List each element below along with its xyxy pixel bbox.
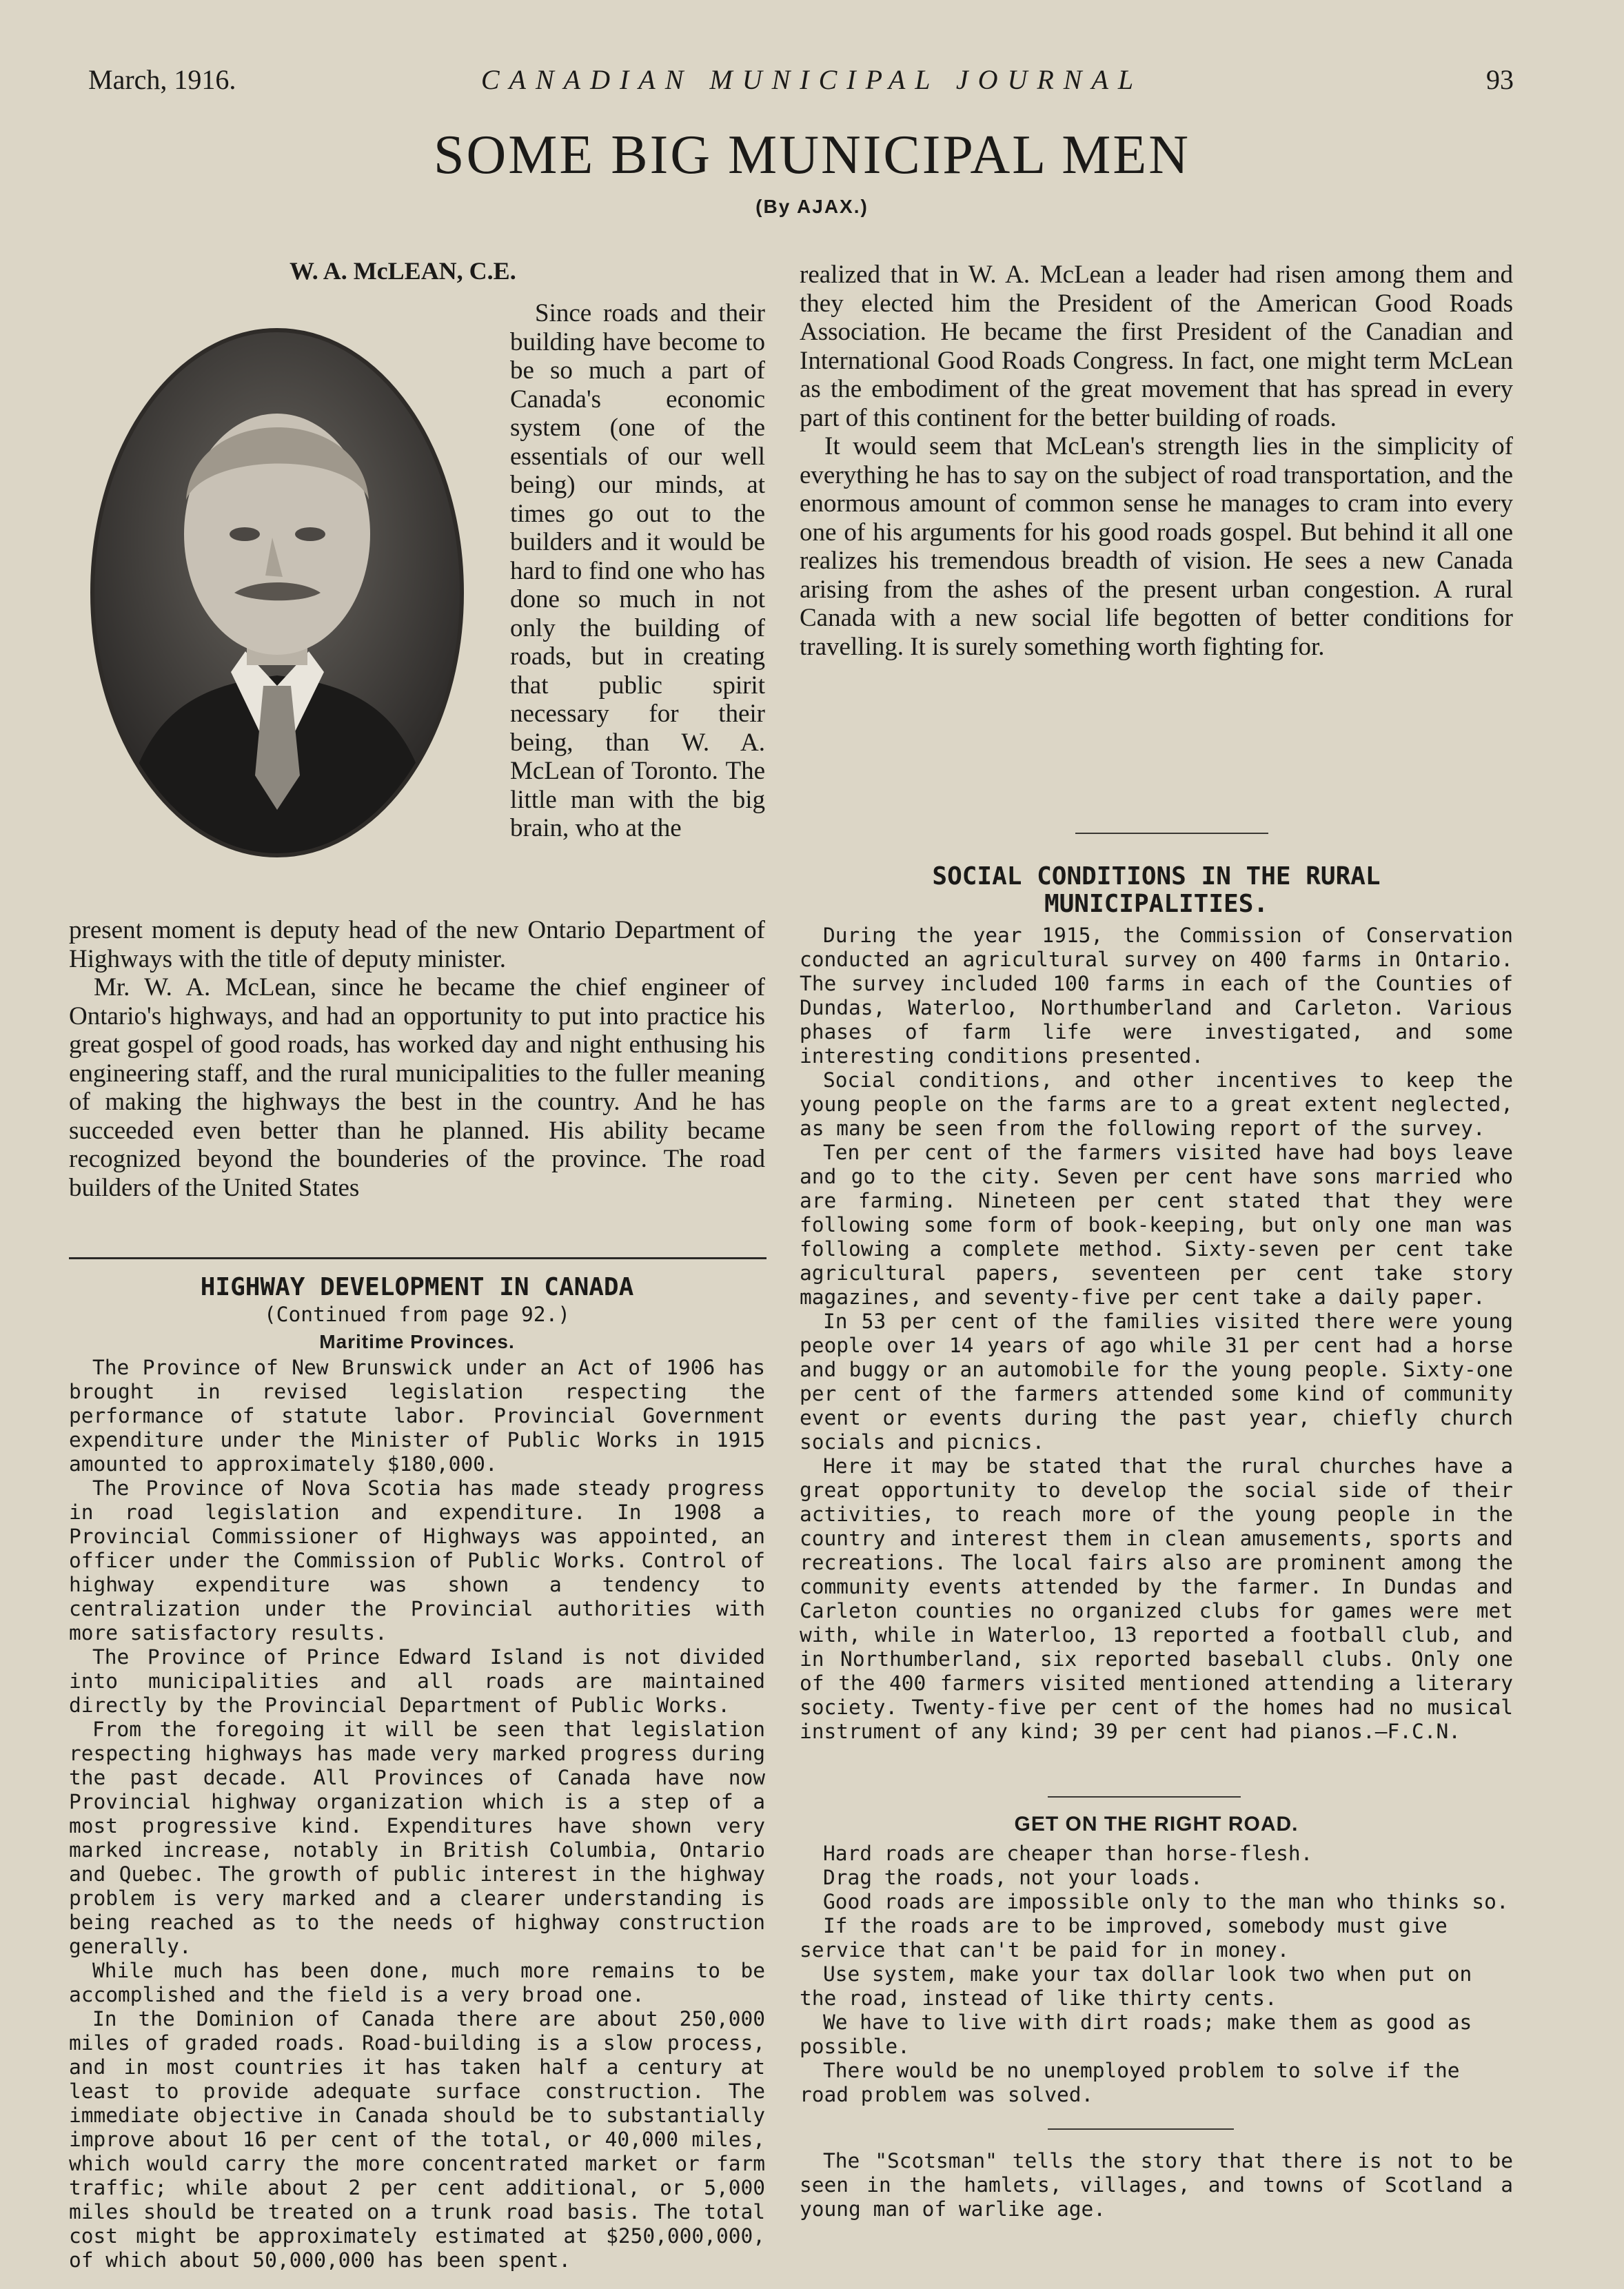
journal-name: CANADIAN MUNICIPAL JOURNAL	[480, 64, 1144, 95]
social-para: In 53 per cent of the families visited there were young people over 14 years of ago while 31 per cent had a horse and buggy or an automobile for the young people. Sixty-one per cent of the farmers attended some kind of community event or events during the past year, chiefly church socials and picnics.	[800, 1310, 1513, 1454]
para3: It would seem that McLean's strength lies in the simplicity of everything he has to say on the subject of road transportation, and the enormous amount of common sense he manages to cram into every one of his arguments for his good roads gospel. But behind it all one realizes his tremendous breadth of vision. He sees a new Canada arising from the ashes of the present urban congestion. A rural Canada with a new social life begotten of better conditions for travelling. It is surely something worth fighting for.	[800, 432, 1513, 661]
scotsman-section	[800, 2149, 1513, 2221]
highway-para: While much has been done, much more remains to be accomplished and the field is a very broad one.	[69, 1959, 765, 2006]
article-title: SOME BIG MUNICIPAL MEN	[434, 125, 1190, 185]
scotsman-text: The "Scotsman" tells the story that there is not to be seen in the hamlets, villages, and towns of Scotland a young man of warlike age.	[800, 2149, 1513, 2221]
social-title-line2: MUNICIPALITIES.	[1044, 890, 1269, 918]
roads-line: Drag the roads, not your loads.	[823, 1866, 1203, 1889]
roads-line: If the roads are to be improved, somebody must give service that can't be paid for in money.	[800, 1914, 1448, 1962]
issue-date: March, 1916.	[88, 64, 236, 95]
para2-cont: realized that in W. A. McLean a leader had risen among them and they elected him the President of the American Good Roads Association. He became the first President of the Canadian and International Good Roads Congress. In fact, one might term McLean as the embodiment of the great movement that has spread in every part of this continent for the better building of roads.	[800, 261, 1513, 432]
social-para: Social conditions, and other incentives to keep the young people on the farms are to a great extent neglected, as many be seen from the following report of the survey.	[800, 1068, 1513, 1140]
highway-subhead: Maritime Provinces.	[319, 1331, 515, 1352]
social-section	[800, 863, 1513, 1744]
highway-para: The Province of New Brunswick under an Act of 1906 has brought in revised legislation respecting the performance of statute labor. Provincial Government expenditure under the Minister of Public Works in 1915 amounted to approximately $180,000.	[69, 1356, 765, 1476]
roads-title: GET ON THE RIGHT ROAD.	[1014, 1813, 1299, 1835]
article-byline: (By AJAX.)	[755, 196, 869, 217]
para2: Mr. W. A. McLean, since he became the chief engineer of Ontario's highways, and had an opportunity to put into practice his great gospel of good roads, has worked day and night enthusing his engineering staff, and the rural municipalities to the fuller meaning of making the highways the best in the country. And he has succeeded even better than he planned. His ability became recognized beyond the bounderies of the province. The road builders of the United States	[69, 973, 765, 1202]
mclean-portrait	[90, 327, 465, 858]
para1-rest: present moment is deputy head of the new Ontario Department of Highways with the title of deputy minister.	[69, 916, 765, 973]
roads-line: Hard roads are cheaper than horse-flesh.	[823, 1842, 1313, 1865]
highway-title: HIGHWAY DEVELOPMENT IN CANADA	[200, 1273, 634, 1301]
roads-section	[800, 1813, 1513, 2107]
highway-para: From the foregoing it will be seen that legislation respecting highways has made very marked progress during the past decade. All Provinces of Canada have now Provincial highway organization which is a step of a most progressive kind. Expenditures have shown very marked increase, notably in British Columbia, Ontario and Quebec. The growth of public interest in the highway problem is very marked and a clearer understanding is being reached as to the needs of highway construction generally.	[69, 1718, 765, 1958]
roads-body	[800, 1842, 1513, 2107]
social-para: Ten per cent of the farmers visited have had boys leave and go to the city. Seven per cent have sons married who are farming. Nineteen per cent stated that they were following some form of book-keeping, but only one man was following a complete method. Sixty-seven per cent take agricultural papers, seventeen per cent take story magazines, and seventy-five per cent take a daily paper.	[800, 1141, 1513, 1309]
highway-body	[69, 1356, 765, 2272]
roads-line: There would be no unemployed problem to solve if the road problem was solved.	[800, 2059, 1460, 2106]
roads-line: We have to live with dirt roads; make them as good as possible.	[800, 2011, 1472, 2058]
mclean-body	[69, 916, 765, 1202]
highway-section	[69, 1274, 765, 2272]
short-divider	[1048, 1796, 1241, 1798]
highway-para: In the Dominion of Canada there are about 250,000 miles of graded roads. Road-building is a slow process, and in most countries it has taken half a century at least to provide adequate surface construction. The immediate objective in Canada should be to substantially improve about 16 per cent of the total, or 40,000 miles, which would carry the more concentrated market or farm traffic; while about 2 per cent additional, or 5,000 miles should be treated on a trunk road basis. The total cost might be approximately estimated at $250,000,000, of which about 50,000,000 has been spent.	[69, 2007, 765, 2272]
wrap-paragraph	[510, 299, 765, 916]
section-divider	[69, 1257, 767, 1259]
page-number: 93	[1486, 64, 1514, 95]
subject-heading: W. A. McLEAN, C.E.	[290, 257, 516, 285]
social-body	[800, 924, 1513, 1744]
highway-para: The Province of Nova Scotia has made steady progress in road legislation and expenditure. In 1908 a Provincial Commissioner of Highways was appointed, an officer under the Commission of Public Works. Control of highway expenditure was shown a tendency to centralization under the Provincial authorities with more satisfactory results.	[69, 1476, 765, 1645]
highway-continued: (Continued from page 92.)	[263, 1303, 570, 1326]
mclean-continued	[800, 261, 1513, 661]
social-para: During the year 1915, the Commission of Conservation conducted an agricultural survey on 400 farms in Ontario. The survey included 100 farms in each of the Counties of Dundas, Waterloo, Northumberland and Carleton. Various phases of farm life were investigated, and some interesting conditions presented.	[800, 924, 1513, 1068]
highway-para: The Province of Prince Edward Island is not divided into municipalities and all roads are maintained directly by the Provincial Department of Public Works.	[69, 1645, 765, 1717]
short-divider	[1075, 833, 1268, 834]
wrap-text: Since roads and their building have become to be so much a part of Canada's economic system (one of the essentials of our well being) our minds, at times go out to the builders and it would be hard to find one who has done so much in not only the building of roads, but in creating that public spirit necessary for their being, than W. A. McLean of Toronto. The little man with the big brain, who at the	[510, 299, 765, 842]
social-para: Here it may be stated that the rural churches have a great opportunity to develop the social side of their activities, to reach more of the young people in the country and interest them in clean amusements, sports and recreations. The local fairs also are prominent among the community events attended by the farmer. In Dundas and Carleton counties no organized clubs for games were met with, while in Waterloo, 13 reported a football club, and in Northumberland, six reported baseball clubs. Only one of the 400 farmers visited mentioned attending a literary society. Twenty-five per cent of the homes had no musical instrument of any kind; 39 per cent had pianos.—F.C.N.	[800, 1454, 1513, 1743]
roads-line: Good roads are impossible only to the man who thinks so.	[823, 1890, 1509, 1913]
short-divider	[1048, 2128, 1234, 2130]
roads-line: Use system, make your tax dollar look two when put on the road, instead of like thirty cents.	[800, 1962, 1472, 2010]
social-title-line1: SOCIAL CONDITIONS IN THE RURAL	[932, 862, 1381, 891]
